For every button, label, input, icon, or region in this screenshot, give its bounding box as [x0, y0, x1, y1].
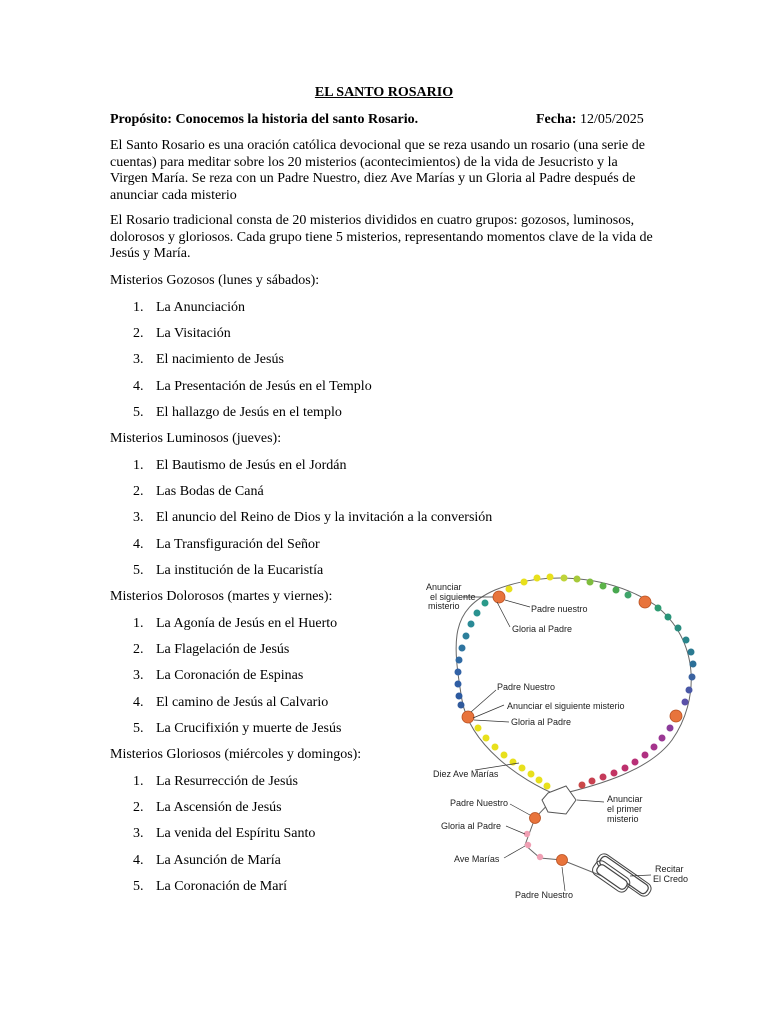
label-gloria-low: Gloria al Padre: [441, 821, 502, 831]
section-heading-dolorosos: Misterios Dolorosos (martes y viernes):: [110, 589, 333, 604]
rosary-centerpiece: [542, 786, 576, 814]
document-title: EL SANTO ROSARIO: [314, 85, 454, 100]
purpose-line: [110, 112, 418, 128]
structure-paragraph: El Rosario tradicional consta de 20 misterios divididos en cuatro grupos: gozosos, luminosos, dolorosos y gloriosos. Cada grupo tiene 5 misterios, representando momentos clave de la vida de Jesús y María.: [110, 213, 653, 261]
intro-paragraph: El Santo Rosario es una oración católica devocional que se reza usando un rosario (una serie de cuentas) para meditar sobre los 20 misterios (acontecimientos) de la vida de Jesucristo y la Virgen María. Se reza con un Padre Nuestro, diez Ave Marías y un Gloria al Padre después de anunciar cada misterio: [110, 138, 645, 203]
svg-text:El Credo: El Credo: [653, 874, 689, 884]
label-gloria-mid: Gloria al Padre: [511, 717, 572, 727]
svg-text:misterio: misterio: [428, 601, 460, 611]
label-padre-nuestro-mid: Padre Nuestro: [497, 682, 556, 692]
document-page: EL SANTO ROSARIO Propósito: Conocemos la historia del santo Rosario. Fecha: 12/05/2025 El Santo Rosario es una oración católica devocional que se reza usando un rosario (una serie de cuentas) para meditar sobre los 20 misterios (acontecimientos) de la vida de Jesucristo y la Virgen María. Se reza con un Padre Nuestro, diez Ave Marías y un Gloria al Padre después de anunciar cada misterio El Rosario tradicional consta de 20 misterios divididos en cuatro grupos: gozosos, luminosos, dolorosos y gloriosos. Cada grupo tiene 5 misterios, representando momentos clave de la vida de Jesús y María. Misterios Gozosos (lunes y sábados): 1. La Anunciación 2. La Visitación 3. El nacimiento de Jesús 4. La Presentación de Jesús en el Templo 5. El hallazgo de Jesús en el templo Misterios Luminosos (jueves): 1. El Bautismo de Jesús en el Jordán 2. Las Bodas de Caná 3. El anuncio del Reino de Dios y la invitación a la conversión 4. La Transfiguración del Señor 5. La institución de la Eucaristía Misterios Dolorosos (martes y viernes): 1. La Agonía de Jesús en el Huerto 2. La Flagelación de Jesús 3. La Coronación de Espinas 4. El camino de Jesús al Calvario 5. La Crucifixión y muerte de Jesús Misterios Gloriosos (miércoles y domingos): 1. La Resurrección de Jesús 2. La Ascensión de Jesús 3. La venida del Espíritu Santo 4. La Asunción de María 5. La Coronación de Marí Anunciar el siguiente misterio Padre nuestro Gloria al Padre Padre Nuestro Anunciar el siguiente misterio Gloria al Padre Diez Ave Marías Padre Nuestro Gloria al Padre Ave Marías Padre Nuestro Anunciar el primer misterio Recitar El Credo: [0, 0, 768, 1024]
date-label: Fecha:: [536, 112, 577, 127]
label-anunciar-primer: Anunciar: [607, 794, 643, 804]
svg-text:misterio: misterio: [607, 814, 639, 824]
label-anunciar-siguiente: Anunciar: [426, 582, 462, 592]
crucifix-icon: [590, 851, 653, 898]
rosary-chain: [456, 578, 691, 795]
purpose-label: Propósito:: [110, 112, 172, 127]
label-padre-nuestro-top: Padre nuestro: [531, 604, 588, 614]
label-ave-marias: Ave Marías: [454, 854, 500, 864]
label-padre-nuestro-low: Padre Nuestro: [450, 798, 509, 808]
section-heading-gozosos: Misterios Gozosos (lunes y sábados):: [110, 273, 320, 288]
rosary-tail: [525, 795, 612, 880]
label-padre-nuestro-bottom: Padre Nuestro: [515, 890, 574, 900]
label-diez-ave: Diez Ave Marías: [433, 769, 499, 779]
label-gloria-top: Gloria al Padre: [512, 624, 573, 634]
label-anunciar-mid: Anunciar el siguiente misterio: [507, 701, 625, 711]
svg-text:el primer: el primer: [607, 804, 643, 814]
date-line: [536, 112, 644, 128]
diagram-leader-lines: [463, 597, 604, 891]
section-heading-luminosos: Misterios Luminosos (jueves):: [110, 431, 282, 446]
section-heading-gloriosos: Misterios Gloriosos (miércoles y domingos):: [110, 747, 362, 762]
label-recitar-credo: Recitar: [655, 864, 684, 874]
rosary-beads: [455, 574, 697, 866]
svg-text:el siguiente: el siguiente: [430, 592, 476, 602]
purpose-text: Conocemos la historia del santo Rosario.: [175, 112, 419, 127]
date-value: 12/05/2025: [579, 112, 644, 127]
